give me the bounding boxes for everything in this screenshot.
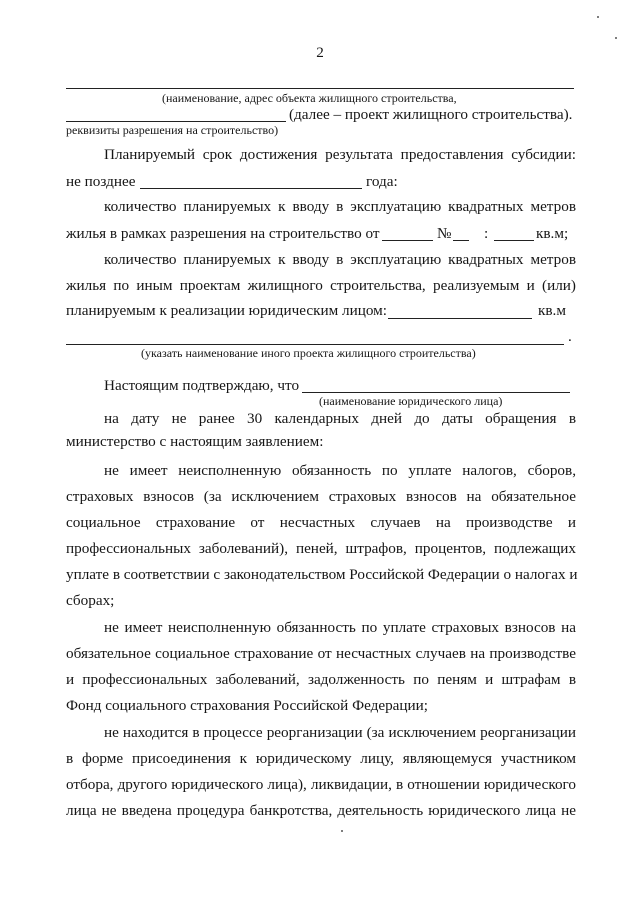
quantity2-line2: жилья по иным проектам жилищного строительства, реализуемым и (или): [66, 277, 576, 294]
confirm-line1: Настоящим подтверждаю, что: [104, 377, 300, 394]
object-name-line: [66, 88, 574, 89]
other-project-line: [66, 344, 564, 345]
item2-line3: и профессиональных заболеваний, задолженность по пеням и штрафам в: [66, 671, 576, 688]
item2-line4: Фонд социального страхования Российской Федерации;: [66, 697, 429, 714]
quantity1-unit: кв.м;: [536, 225, 569, 242]
quantity2-unit: кв.м: [538, 302, 566, 319]
quantity2-line3: планируемым к реализации юридическим лицом:: [66, 302, 387, 319]
item1-line6: сборах;: [66, 592, 115, 609]
sqm-value-line: [494, 240, 534, 241]
permit-number-line: [453, 240, 469, 241]
term-line1: Планируемый срок достижения результата предоставления субсидии:: [104, 146, 576, 163]
caption-permit: реквизиты разрешения на строительство): [66, 123, 279, 137]
item3-line3: отбора, другого юридического лица), ликвидации, в отношении юридического: [66, 776, 576, 793]
item2-line2: обязательное социальное страхование от несчастных случаев на производстве: [66, 645, 576, 662]
caption-other-project: (указать наименование иного проекта жилищного строительства): [141, 346, 476, 360]
term-year: года:: [366, 173, 398, 190]
item1-line3: социальное страхование от несчастных случаев на производстве и: [66, 514, 576, 531]
end-dot: .: [568, 328, 572, 345]
term-not-later: не позднее: [66, 173, 136, 190]
item1-line1: не имеет неисполненную обязанность по уплате налогов, сборов,: [104, 462, 576, 479]
permit-date-line: [382, 240, 433, 241]
item1-line2: страховых взносов (за исключением страховых взносов на обязательное: [66, 488, 576, 505]
quantity1-line2: жилья в рамках разрешения на строительство от: [66, 225, 380, 242]
num-sign: №: [437, 225, 452, 242]
item2-line1: не имеет неисполненную обязанность по уплате страховых взносов на: [104, 619, 576, 636]
caption-legal-entity: (наименование юридического лица): [319, 394, 503, 408]
item3-line1: не находится в процессе реорганизации (за исключением реорганизации: [104, 724, 576, 741]
sqm-other-line: [388, 318, 532, 319]
legal-entity-line: [302, 392, 570, 393]
project-suffix: (далее – проект жилищного строительства).: [289, 106, 573, 123]
colon: :: [484, 225, 489, 242]
term-date-line: [140, 188, 362, 189]
confirm-line3: министерство с настоящим заявлением:: [66, 433, 324, 450]
quantity1-line1: количество планируемых к вводу в эксплуатацию квадратных метров: [104, 198, 576, 215]
page-number: 2: [316, 44, 324, 61]
confirm-line2: на дату не ранее 30 календарных дней до даты обращения в: [104, 410, 576, 427]
scan-speck: [341, 830, 343, 832]
scan-speck: [615, 37, 617, 39]
item3-line2: в форме присоединения к юридическому лицу, являющемуся участником: [66, 750, 576, 767]
quantity2-line1: количество планируемых к вводу в эксплуатацию квадратных метров: [104, 251, 576, 268]
item1-line5: уплате в соответствии с законодательством Российской Федерации о налогах и: [66, 566, 578, 583]
scan-speck: [597, 16, 599, 18]
permit-line: [66, 121, 286, 122]
caption-object: (наименование, адрес объекта жилищного строительства,: [162, 91, 457, 105]
item3-line4: лица не введена процедура банкротства, деятельность юридического лица не: [66, 802, 576, 819]
item1-line4: профессиональных заболеваний), пеней, штрафов, процентов, подлежащих: [66, 540, 576, 557]
